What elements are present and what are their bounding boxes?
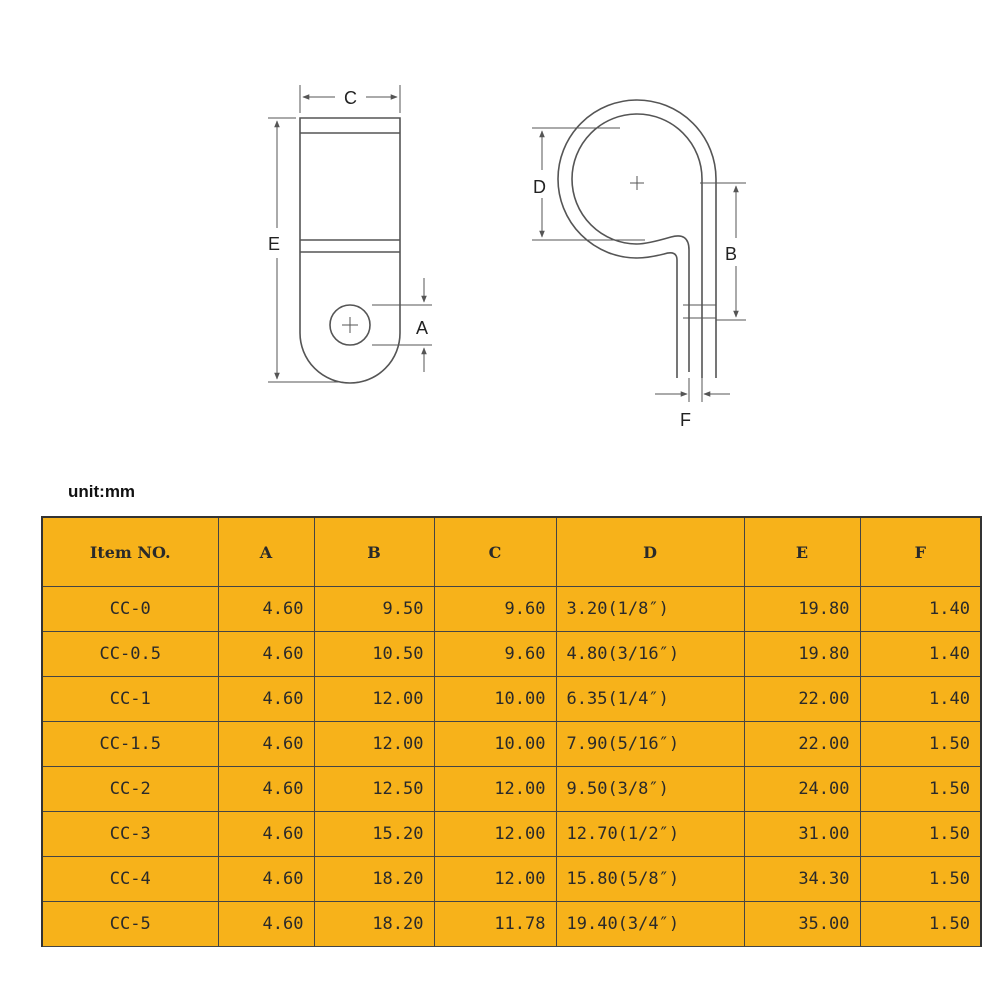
cell-b: 18.20 bbox=[314, 902, 434, 947]
cell-f: 1.50 bbox=[860, 722, 981, 767]
cell-item: CC-1.5 bbox=[42, 722, 218, 767]
side-view bbox=[532, 100, 746, 402]
cell-e: 19.80 bbox=[744, 632, 860, 677]
cell-c: 12.00 bbox=[434, 812, 556, 857]
cell-e: 24.00 bbox=[744, 767, 860, 812]
cell-e: 31.00 bbox=[744, 812, 860, 857]
cell-item: CC-0 bbox=[42, 587, 218, 632]
cell-item: CC-2 bbox=[42, 767, 218, 812]
cell-b: 10.50 bbox=[314, 632, 434, 677]
cell-b: 9.50 bbox=[314, 587, 434, 632]
dim-label-e: E bbox=[268, 234, 281, 254]
cell-a: 4.60 bbox=[218, 587, 314, 632]
table-row bbox=[42, 812, 981, 857]
cell-f: 1.40 bbox=[860, 632, 981, 677]
cell-f: 1.50 bbox=[860, 902, 981, 947]
cell-f: 1.50 bbox=[860, 857, 981, 902]
dim-label-f: F bbox=[680, 410, 691, 430]
cell-f: 1.40 bbox=[860, 587, 981, 632]
cell-d: 15.80(5/8″) bbox=[556, 857, 744, 902]
cell-item: CC-4 bbox=[42, 857, 218, 902]
col-header-item: Item NO. bbox=[42, 517, 218, 587]
cell-d: 6.35(1/4″) bbox=[556, 677, 744, 722]
cell-b: 12.50 bbox=[314, 767, 434, 812]
cell-item: CC-3 bbox=[42, 812, 218, 857]
cell-item: CC-0.5 bbox=[42, 632, 218, 677]
dim-label-b: B bbox=[725, 244, 738, 264]
cell-c: 11.78 bbox=[434, 902, 556, 947]
table-row bbox=[42, 857, 981, 902]
cell-c: 9.60 bbox=[434, 632, 556, 677]
cell-d: 12.70(1/2″) bbox=[556, 812, 744, 857]
cell-c: 12.00 bbox=[434, 767, 556, 812]
col-header-a: A bbox=[218, 517, 314, 587]
clamp-technical-drawing bbox=[0, 0, 1001, 470]
table-row bbox=[42, 632, 981, 677]
table-row bbox=[42, 767, 981, 812]
cell-d: 4.80(3/16″) bbox=[556, 632, 744, 677]
col-header-f: F bbox=[860, 517, 981, 587]
cell-e: 19.80 bbox=[744, 587, 860, 632]
cell-a: 4.60 bbox=[218, 767, 314, 812]
cell-f: 1.50 bbox=[860, 812, 981, 857]
cell-item: CC-1 bbox=[42, 677, 218, 722]
spec-table bbox=[41, 516, 982, 947]
cell-c: 10.00 bbox=[434, 722, 556, 767]
cell-item: CC-5 bbox=[42, 902, 218, 947]
dim-label-d: D bbox=[533, 177, 546, 197]
cell-a: 4.60 bbox=[218, 632, 314, 677]
cell-f: 1.50 bbox=[860, 767, 981, 812]
cell-a: 4.60 bbox=[218, 812, 314, 857]
cell-a: 4.60 bbox=[218, 722, 314, 767]
cell-c: 9.60 bbox=[434, 587, 556, 632]
cell-d: 7.90(5/16″) bbox=[556, 722, 744, 767]
table-row bbox=[42, 587, 981, 632]
col-header-b: B bbox=[314, 517, 434, 587]
front-view bbox=[268, 85, 432, 383]
cell-e: 35.00 bbox=[744, 902, 860, 947]
cell-c: 12.00 bbox=[434, 857, 556, 902]
unit-label: unit:mm bbox=[68, 482, 136, 501]
col-header-d: D bbox=[556, 517, 744, 587]
col-header-e: E bbox=[744, 517, 860, 587]
dim-label-a: A bbox=[416, 318, 429, 338]
cell-d: 9.50(3/8″) bbox=[556, 767, 744, 812]
cell-c: 10.00 bbox=[434, 677, 556, 722]
table-row bbox=[42, 722, 981, 767]
table-row bbox=[42, 902, 981, 947]
cell-f: 1.40 bbox=[860, 677, 981, 722]
cell-a: 4.60 bbox=[218, 677, 314, 722]
cell-b: 12.00 bbox=[314, 722, 434, 767]
cell-b: 15.20 bbox=[314, 812, 434, 857]
col-header-c: C bbox=[434, 517, 556, 587]
table-header-row bbox=[42, 517, 981, 587]
cell-b: 12.00 bbox=[314, 677, 434, 722]
cell-e: 22.00 bbox=[744, 677, 860, 722]
cell-a: 4.60 bbox=[218, 857, 314, 902]
table-row bbox=[42, 677, 981, 722]
cell-d: 3.20(1/8″) bbox=[556, 587, 744, 632]
cell-b: 18.20 bbox=[314, 857, 434, 902]
cell-d: 19.40(3/4″) bbox=[556, 902, 744, 947]
cell-e: 22.00 bbox=[744, 722, 860, 767]
cell-e: 34.30 bbox=[744, 857, 860, 902]
dim-label-c: C bbox=[344, 88, 357, 108]
cell-a: 4.60 bbox=[218, 902, 314, 947]
